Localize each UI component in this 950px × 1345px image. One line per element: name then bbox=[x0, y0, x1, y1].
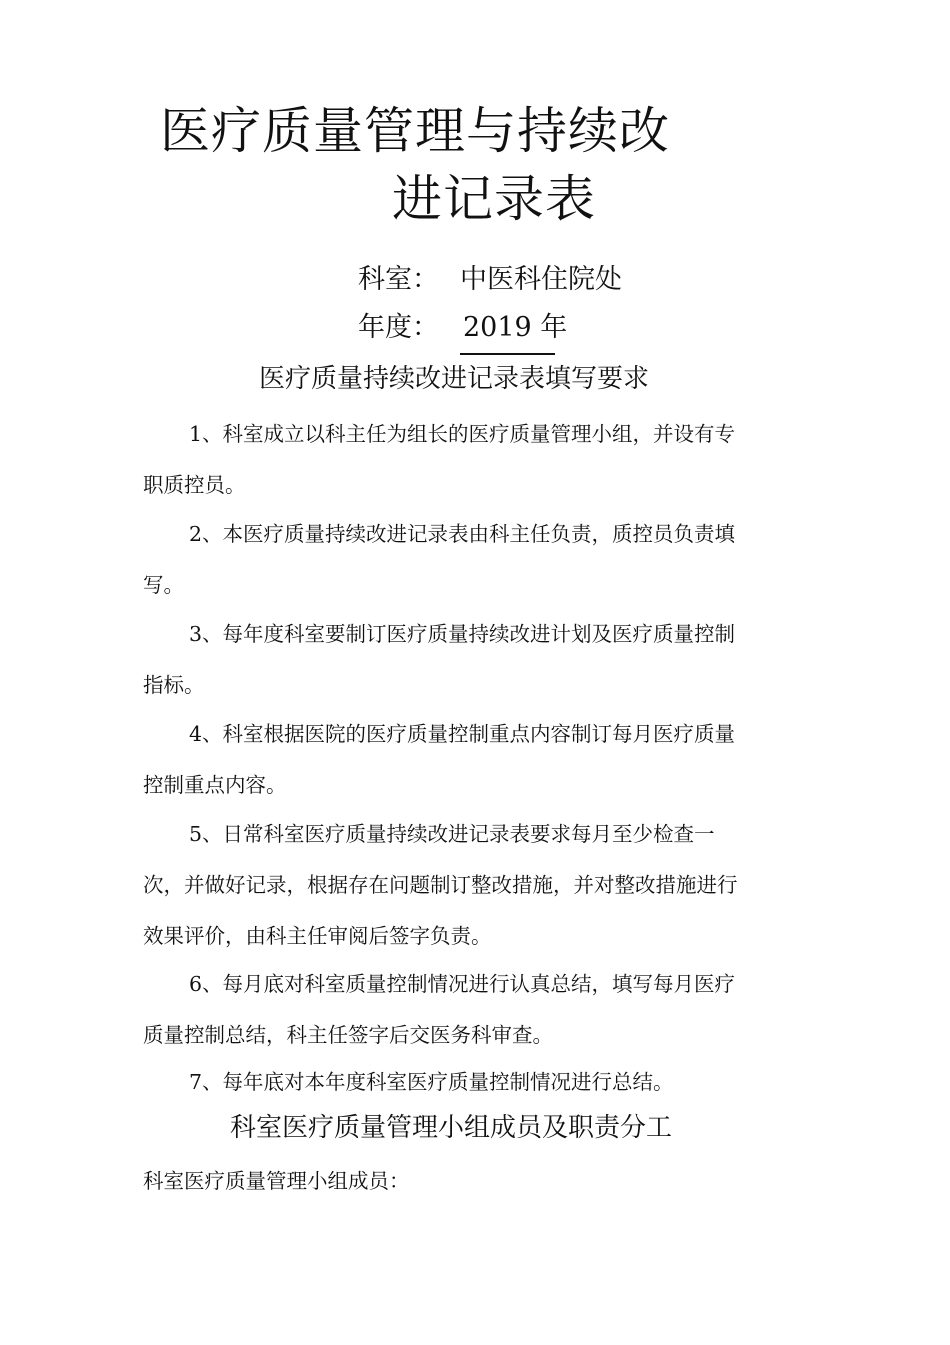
requirement-item-4: 4、科室根据医院的医疗质量控制重点内容制订每月医疗质量控制重点内容。 bbox=[143, 722, 736, 797]
year-label: 年度： bbox=[358, 312, 439, 343]
year-underline bbox=[460, 353, 555, 355]
requirement-item-6: 6、每月底对科室质量控制情况进行认真总结，填写每月医疗质量控制总结，科主任签字后交医务科审查。 bbox=[143, 972, 736, 1047]
department-label: 科室： bbox=[358, 264, 439, 295]
group-heading: 科室医疗质量管理小组成员及职责分工 bbox=[230, 1113, 673, 1143]
department-value: 中医科住院处 bbox=[460, 264, 622, 295]
requirement-item-2: 2、本医疗质量持续改进记录表由科主任负责，质控员负责填写。 bbox=[143, 522, 736, 597]
requirement-item-5: 5、日常科室医疗质量持续改进记录表要求每月至少检查一次，并做好记录，根据存在问题制订整改措施，并对整改措施进行效果评价，由科主任审阅后签字负责。 bbox=[143, 822, 738, 948]
year-value: 2019 年 bbox=[463, 312, 568, 343]
group-members-label: 科室医疗质量管理小组成员： bbox=[143, 1169, 410, 1193]
requirement-item-7: 7、每年底对本年度科室医疗质量控制情况进行总结。 bbox=[189, 1070, 674, 1094]
document-title-line-2: 进记录表 bbox=[392, 170, 596, 228]
requirement-item-3: 3、每年度科室要制订医疗质量持续改进计划及医疗质量控制指标。 bbox=[143, 622, 736, 697]
requirements-heading: 医疗质量持续改进记录表填写要求 bbox=[259, 364, 650, 394]
requirement-item-1: 1、科室成立以科主任为组长的医疗质量管理小组，并设有专职质控员。 bbox=[143, 422, 736, 497]
document-title-line-1: 医疗质量管理与持续改 bbox=[160, 102, 670, 160]
